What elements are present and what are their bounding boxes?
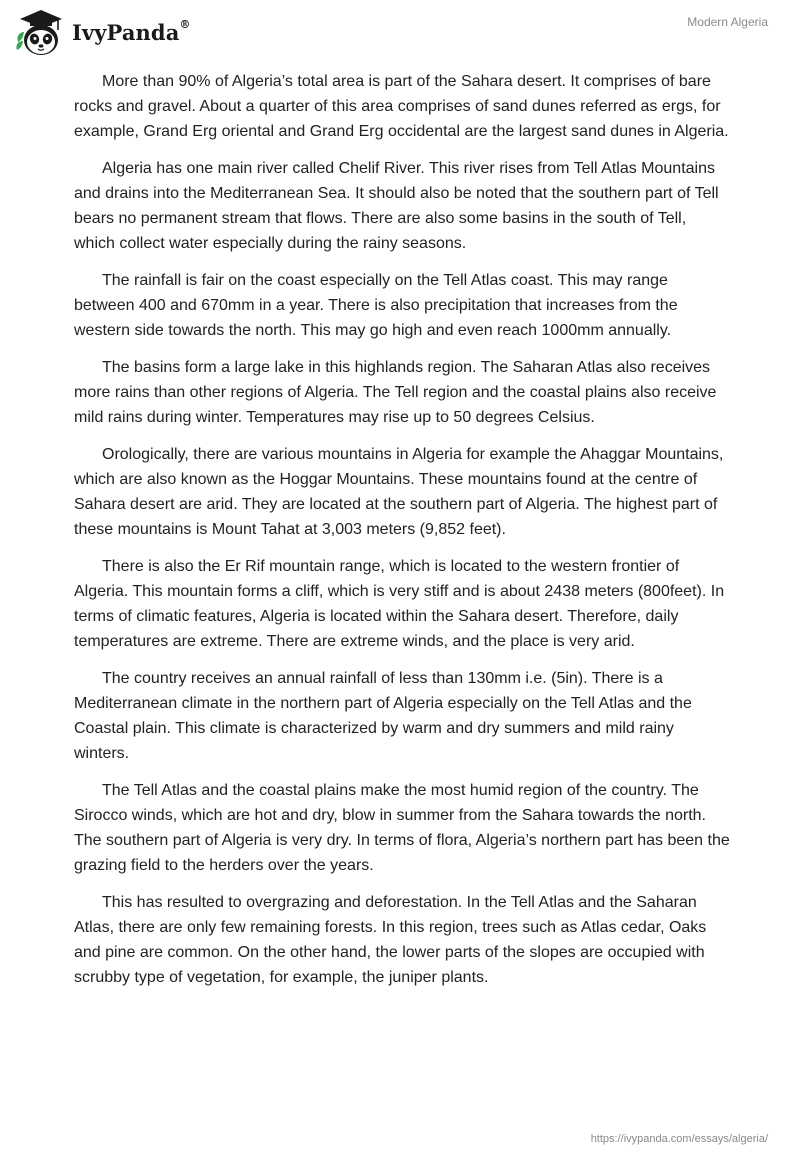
paragraph-2: Algeria has one main river called Chelif River. This river rises from Tell Atlas Mountains and drains into the Mediterranean Sea. It should also be noted that the southern part of Tell bears no permanent stream that flows. There are also some basins in the south of Tell, which collect water especially during the rainy seasons. [74,160,719,252]
paragraph-6: There is also the Er Rif mountain range, which is located to the western frontier of Algeria. This mountain forms a cliff, which is very stiff and is about 2438 meters (800feet). In terms of climatic features, Algeria is located within the Sahara desert. Therefore, daily temperatures are extreme. There are extreme winds, and the place is very arid. [74,558,725,650]
document-title: Modern Algeria [687,15,768,29]
source-url[interactable]: https://ivypanda.com/essays/algeria/ [590,1133,768,1145]
paragraph-4: The basins form a large lake in this highlands region. The Saharan Atlas also receives more rains than other regions of Algeria. The Tell region and the coastal plains also receive mild rains during winter. Temperatures may rise up to 50 degrees Celsius. [74,359,717,426]
paragraph-1: More than 90% of Algeria’s total area is part of the Sahara desert. It comprises of bare rocks and gravel. About a quarter of this area comprises of sand dunes referred as ergs, for example, Grand Erg oriental and Grand Erg occidental are the largest sand dunes in Algeria. [74,73,729,140]
essay-body [74,69,730,1002]
ivypanda-logo[interactable] [14,6,191,60]
brand-name: IvyPanda® [72,17,191,45]
registered-mark: ® [179,17,191,31]
paragraph-8: The Tell Atlas and the coastal plains make the most humid region of the country. The Sirocco winds, which are hot and dry, blow in summer from the Sahara towards the north. The southern part of Algeria is very dry. In terms of flora, Algeria’s northern part has been the grazing field to the herders over the years. [74,782,730,874]
paragraph-3: The rainfall is fair on the coast especially on the Tell Atlas coast. This may range between 400 and 670mm in a year. There is also precipitation that increases from the western side towards the north. This may go high and even reach 1000mm annually. [74,272,678,339]
paragraph-5: Orologically, there are various mountains in Algeria for example the Ahaggar Mountains, which are also known as the Hoggar Mountains. These mountains found at the centre of Sahara desert are arid. They are located at the southern part of Algeria. The highest part of these mountains is Mount Tahat at 3,003 meters (9,852 feet). [74,446,724,538]
panda-graduate-icon [14,6,68,60]
page-header [0,0,800,60]
paragraph-9: This has resulted to overgrazing and deforestation. In the Tell Atlas and the Saharan Atlas, there are only few remaining forests. In this region, trees such as Atlas cedar, Oaks and pine are common. On the other hand, the lower parts of the slopes are occupied with scrubby type of vegetation, for example, the juniper plants. [74,894,707,986]
paragraph-7: The country receives an annual rainfall of less than 130mm i.e. (5in). There is a Mediterranean climate in the northern part of Algeria especially on the Tell Atlas and the Coastal plain. This climate is characterized by warm and dry summers and mild rainy winters. [74,670,692,762]
